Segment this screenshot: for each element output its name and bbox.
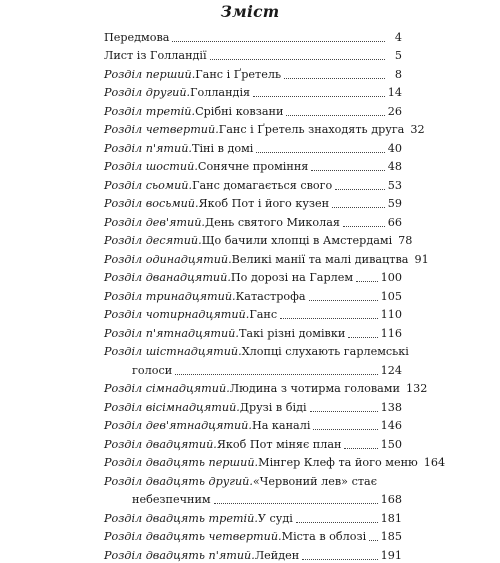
toc-entry (104, 45, 402, 64)
toc-entry-line2 (104, 359, 402, 378)
toc-entry (104, 341, 409, 378)
chapter-title: Людина з чотирма головами (229, 382, 400, 395)
chapter-label: Розділ восьмий. (104, 197, 199, 210)
chapter-title: Що бачили хлопці в Амстердамі (201, 234, 393, 247)
toc-entry-line1 (104, 470, 402, 489)
chapter-label: Розділ двадцятий. (104, 437, 217, 451)
page-number: 124 (380, 363, 402, 377)
dot-leader (172, 40, 385, 42)
chapter-title: Лейден (254, 548, 300, 562)
chapter-label: Розділ п'ятий. (104, 141, 192, 155)
page-number: 32 (410, 123, 425, 136)
page-number: 14 (387, 86, 402, 99)
dot-leader (309, 299, 378, 301)
toc-entry (104, 452, 446, 471)
toc-entry (104, 211, 402, 230)
toc-entry (104, 100, 402, 119)
chapter-label: Розділ чотирнадцятий. (104, 308, 250, 321)
chapter-title: День святого Миколая (205, 215, 340, 229)
toc-entry-line1 (104, 341, 409, 360)
chapter-label: Розділ двадцять четвертий. (104, 530, 282, 543)
page-number: 26 (387, 104, 402, 118)
page-number: 40 (387, 141, 402, 155)
chapter-title: Сонячне проміння (197, 160, 309, 173)
toc-entry (104, 174, 402, 193)
chapter-label: Розділ сьомий. (104, 178, 193, 192)
toc-entry (104, 285, 402, 304)
chapter-title: Якоб Пот і його кузен (198, 197, 330, 210)
chapter-title: «Червоний лев» стає (252, 474, 377, 488)
page-number: 185 (380, 530, 402, 543)
chapter-label: Розділ перший. (104, 67, 196, 81)
toc-entry (104, 507, 402, 526)
dot-leader (302, 558, 377, 560)
chapter-label: Розділ вісімнадцятий. (104, 400, 240, 414)
dot-leader (369, 539, 377, 541)
chapter-label: Розділ четвертий. (104, 123, 219, 136)
page-number: 53 (387, 178, 402, 192)
chapter-title-continued: голоси (132, 363, 173, 377)
toc-entry (104, 119, 425, 138)
page-number: 110 (380, 308, 402, 321)
chapter-title: Лист із Голландії (104, 49, 207, 62)
chapter-label: Розділ дев'ятий. (104, 215, 205, 229)
dot-leader (344, 447, 377, 449)
toc-entry (104, 544, 402, 563)
chapter-label: Розділ сімнадцятий. (104, 382, 230, 395)
toc-entry (104, 378, 428, 397)
toc-entry (104, 248, 429, 267)
chapter-title: Передмова (104, 30, 170, 44)
chapter-title: Хлопці слухають гарлемські (241, 345, 409, 358)
chapter-title: Мінгер Клеф та його меню (258, 456, 418, 469)
chapter-title: Ганс (249, 308, 278, 321)
dot-leader (210, 58, 385, 60)
toc-entry (104, 82, 402, 101)
dot-leader (280, 317, 378, 319)
dot-leader (343, 225, 385, 227)
page-number: 168 (380, 493, 402, 506)
chapter-title: Ганс і Ґретель (195, 67, 282, 81)
chapter-title: Якоб Пот міняє план (216, 437, 342, 451)
dot-leader (332, 206, 385, 208)
chapter-label: Розділ тринадцятий. (104, 289, 236, 303)
dot-leader (214, 502, 378, 504)
dot-leader (356, 280, 378, 282)
chapter-label: Розділ десятий. (104, 234, 202, 247)
chapter-title-continued: небезпечним (132, 493, 211, 506)
dot-leader (284, 77, 385, 79)
chapter-title: Ганс і Ґретель знаходять друга (218, 123, 405, 136)
chapter-label: Розділ двадцять другий. (104, 474, 253, 488)
page-number: 105 (380, 289, 402, 303)
toc-entry (104, 322, 402, 341)
page-number: 181 (380, 511, 402, 525)
page-number: 150 (380, 437, 402, 451)
chapter-label: Розділ шостий. (104, 160, 198, 173)
toc-entry (104, 526, 402, 545)
chapter-title: У суді (257, 511, 293, 525)
chapter-title: Тіні в домі (191, 141, 254, 155)
toc-entry (104, 433, 402, 452)
chapter-label: Розділ двадцять третій. (104, 511, 258, 525)
chapter-label: Розділ двадцять п'ятий. (104, 548, 255, 562)
toc-entry (104, 156, 402, 175)
page-number: 4 (394, 30, 402, 44)
page-number: 8 (394, 67, 402, 81)
chapter-title: Великі манії та малі дивацтва (231, 252, 409, 266)
page-number: 164 (423, 456, 446, 469)
toc-entry (104, 396, 402, 415)
toc-entry-line2 (104, 489, 402, 508)
chapter-title: Міста в облозі (281, 530, 367, 543)
page-number: 5 (394, 49, 402, 62)
chapter-title: Ганс домагається свого (192, 178, 333, 192)
page-number: 146 (380, 419, 402, 432)
page-number: 78 (398, 234, 413, 247)
toc-entry (104, 267, 402, 286)
chapter-title: Голландія (190, 86, 251, 99)
chapter-label: Розділ шістнадцятий. (104, 345, 242, 358)
dot-leader (313, 428, 377, 430)
dot-leader (296, 521, 378, 523)
dot-leader (175, 373, 377, 375)
page-number: 138 (380, 400, 402, 414)
chapter-label: Розділ п'ятнадцятий. (104, 326, 239, 340)
chapter-label: Розділ дев'ятнадцятий. (104, 419, 252, 432)
dot-leader (348, 336, 377, 338)
toc-entry (104, 26, 402, 45)
toc-entry (104, 230, 413, 249)
page-title: Зміст (220, 2, 280, 21)
dot-leader (310, 410, 378, 412)
chapter-title: По дорозі на Гарлем (230, 271, 354, 284)
dot-leader (253, 95, 385, 97)
page-number: 59 (387, 197, 402, 210)
chapter-label: Розділ другий. (104, 86, 191, 99)
chapter-label: Розділ одинадцятий. (104, 252, 232, 266)
toc-entry (104, 137, 402, 156)
dot-leader (335, 188, 384, 190)
dot-leader (256, 151, 384, 153)
dot-leader (311, 169, 384, 171)
toc-entry (104, 193, 402, 212)
page-number: 116 (380, 326, 402, 340)
dot-leader (286, 114, 384, 116)
chapter-label: Розділ дванадцятий. (104, 271, 231, 284)
page-number: 100 (380, 271, 402, 284)
chapter-title: На каналі (251, 419, 311, 432)
toc-entry (104, 415, 402, 434)
chapter-title: Срібні ковзани (195, 104, 284, 118)
page-number: 48 (387, 160, 402, 173)
page-number: 91 (414, 252, 429, 266)
toc-entry (104, 304, 402, 323)
toc-entry (104, 63, 402, 82)
chapter-title: Катастрофа (235, 289, 306, 303)
table-of-contents (104, 26, 446, 563)
page-number: 132 (405, 382, 428, 395)
page-number: 191 (380, 548, 402, 562)
toc-entry (104, 470, 402, 507)
chapter-title: Такі різні домівки (238, 326, 346, 340)
chapter-label: Розділ третій. (104, 104, 196, 118)
page-number: 66 (387, 215, 402, 229)
chapter-label: Розділ двадцять перший. (104, 456, 259, 469)
chapter-title: Друзі в біді (239, 400, 307, 414)
